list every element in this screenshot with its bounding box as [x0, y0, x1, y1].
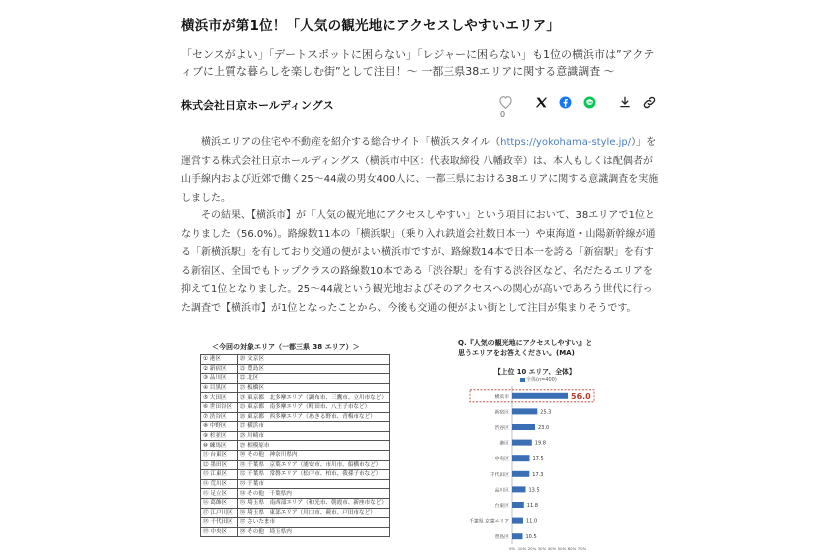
x-icon[interactable]	[532, 93, 550, 111]
paragraph-2-text: その結果、【横浜市】が「人気の観光地にアクセスしやすい」という項目において、38エリアで1位となりました（56.0%）。路線数11本の「横浜駅」（乗り入れ鉄道会社数日本一）や東海道・山陽新幹線が通る「新横浜駅」を有しており交通の便がよい横浜市ですが、路線数14本で日本一を誇る「新宿駅」を有する新宿区、全国でもトップクラスの路線数10本である「渋谷駅」を有する渋谷区など、名だたるエリアを抑えて1位となりました。25～44歳という観光地およびそのアクセスへの関心が高いであろう世代に行った調査で【横浜市】が1位となったことから、今後も交通の便がよい街として注目が集まりそうです。	[181, 210, 656, 314]
area-cell-left: ⑯ 葛飾区	[201, 498, 238, 508]
area-table-row	[201, 518, 390, 528]
chart-x-tick-label: 60%	[567, 546, 577, 551]
area-cell-left: ① 港区	[201, 355, 238, 365]
area-table	[200, 354, 390, 537]
chart-value-label: 25.3	[540, 409, 552, 416]
chart-legend-label: 全体(n=400)	[526, 377, 557, 383]
area-cell-right: ㉙ 相模原市	[237, 441, 389, 451]
area-table-title: ＜今回の対象エリア（一都三県 38 エリア）＞	[212, 343, 360, 351]
area-cell-right: ㉗ 横浜市	[237, 422, 389, 432]
area-cell-left: ⑧ 中野区	[201, 422, 238, 432]
area-cell-left: ⑱ 千代田区	[201, 518, 238, 528]
area-cell-right: ㉜ 千葉県 常磐エリア（松戸市、柏市、我孫子市など）	[237, 470, 389, 480]
line-icon[interactable]	[580, 93, 598, 111]
area-cell-right: ㉚ その他 神奈川県内	[237, 450, 389, 460]
chart-category-label: 豊島区	[494, 535, 509, 541]
chart-bar	[512, 471, 529, 477]
area-table-row	[201, 412, 390, 422]
chart-category-label: 品川区	[494, 488, 509, 494]
area-table-figure	[200, 340, 390, 560]
area-table-row	[201, 355, 390, 365]
area-cell-left: ⑮ 足立区	[201, 489, 238, 499]
area-cell-left: ④ 目黒区	[201, 383, 238, 393]
like-count: 0	[500, 110, 506, 119]
area-table-row	[201, 431, 390, 441]
area-cell-left: ③ 品川区	[201, 374, 238, 384]
area-table-row	[201, 374, 390, 384]
company-name[interactable]: 株式会社日京ホールディングス	[181, 99, 334, 112]
area-cell-right: ㉒ 北区	[237, 374, 389, 384]
chart-category-label: 新宿区	[494, 410, 509, 416]
chart-value-label: 13.5	[528, 487, 540, 494]
area-table-row	[201, 441, 390, 451]
chart-value-label: 19.8	[534, 440, 546, 447]
chart-svg	[456, 380, 590, 560]
chart-value-label: 56.0	[571, 391, 591, 401]
article-paragraph-1	[181, 134, 661, 208]
chart-bar	[512, 393, 568, 399]
chart-x-tick-label: 70%	[577, 546, 587, 551]
area-table-row	[201, 383, 390, 393]
area-cell-right: ㊱ 埼玉県 東部エリア（川口市、蕨市、戸田市など）	[237, 508, 389, 518]
area-cell-right: ㉞ その他 千葉県内	[237, 489, 389, 499]
chart-value-label: 23.0	[538, 425, 550, 431]
paragraph-1-pre: 横浜エリアの住宅や不動産を紹介する総合サイト「横浜スタイル（	[201, 137, 501, 148]
article-title: 横浜市が第1位！「人気の観光地にアクセスしやすいエリア」	[181, 18, 561, 34]
area-cell-left: ⑩ 練馬区	[201, 441, 238, 451]
area-table-row	[201, 508, 390, 518]
area-cell-right: ㉔ 東京都 北多摩エリア（調布市、三鷹市、立川市など）	[237, 393, 389, 403]
chart-category-label: 港区	[499, 441, 509, 447]
area-table-row	[201, 393, 390, 403]
chart-bar	[512, 424, 535, 430]
chart-value-label: 10.5	[525, 534, 537, 541]
area-cell-right: ㉓ 板橋区	[237, 383, 389, 393]
site-link[interactable]: https://yokohama-style.jp/	[500, 137, 632, 148]
area-cell-right: ㉟ 埼玉県 南西部エリア（和光市、朝霞市、新座市など）	[237, 498, 389, 508]
svg-text:LINE: LINE	[585, 99, 593, 104]
area-table-row	[201, 422, 390, 432]
chart-x-tick-label: 10%	[517, 546, 527, 551]
chart-category-label: 横浜市	[494, 394, 509, 400]
chart-value-label: 17.3	[532, 471, 544, 478]
chart-bar	[512, 533, 523, 539]
chart-category-label: 台東区	[494, 504, 509, 509]
paragraph-1-post: ）」を運営する株式会社日京ホールディングス（横浜市中区：代表取締役 八幡政幸）は、本人もしくは配偶者が山手線内および近郊で働く25～44歳の男女400人に、一都三県における38エリアに関する意識調査を実施しました。	[181, 137, 659, 204]
chart-value-label: 11.0	[526, 518, 538, 525]
area-cell-left: ⑨ 杉並区	[201, 431, 238, 441]
chart-category-label: 渋谷区	[494, 426, 509, 431]
area-cell-left: ⑫ 墨田区	[201, 460, 238, 470]
chart-category-label: 千葉県 京葉エリア	[469, 519, 509, 525]
area-table-row	[201, 402, 390, 412]
chart-x-tick-label: 20%	[527, 546, 537, 551]
chart-bar	[512, 518, 523, 524]
chart-bar	[512, 455, 530, 461]
area-cell-left: ② 新宿区	[201, 364, 238, 374]
area-cell-left: ⑲ 中央区	[201, 527, 238, 537]
chart-x-tick-label: 40%	[547, 546, 557, 551]
area-table-row	[201, 527, 390, 537]
area-cell-right: ㊳ その他 埼玉県内	[237, 527, 389, 537]
area-cell-right: ㉖ 東京都 西多摩エリア（あきる野市、青梅市など）	[237, 412, 389, 422]
facebook-icon[interactable]	[556, 93, 574, 111]
area-table-row	[201, 460, 390, 470]
area-cell-right: ㉝ 千葉市	[237, 479, 389, 489]
chart-x-tick-label: 0%	[508, 546, 516, 551]
article-subtitle: 「センスがよい」「デートスポットに困らない」「レジャーに困らない」も1位の横浜市は”アクティブに上質な暮らしを楽しむ街”として注目！～ 一都三県38エリアに関する意識調査 ～	[181, 48, 655, 78]
link-icon[interactable]	[640, 93, 658, 111]
chart-subtitle: 【上位 10 エリア、全体】	[494, 368, 576, 376]
area-cell-left: ⑦ 渋谷区	[201, 412, 238, 422]
area-cell-left: ⑥ 世田谷区	[201, 402, 238, 412]
chart-category-label: 千代田区	[489, 472, 509, 478]
area-cell-left: ⑬ 江東区	[201, 470, 238, 480]
area-table-row	[201, 489, 390, 499]
share-actions	[494, 93, 664, 121]
area-cell-right: ⑳ 文京区	[237, 355, 389, 365]
area-cell-left: ⑤ 大田区	[201, 393, 238, 403]
area-cell-right: ㉛ 千葉県 京葉エリア（浦安市、市川市、船橋市など）	[237, 460, 389, 470]
chart-bar	[512, 408, 537, 414]
chart-x-tick-label: 30%	[537, 546, 547, 551]
chart-bar	[512, 502, 524, 508]
chart-category-label: 中央区	[494, 457, 509, 463]
download-icon[interactable]	[616, 93, 634, 111]
area-table-row	[201, 479, 390, 489]
heart-icon[interactable]	[496, 93, 514, 111]
chart-x-tick-label: 50%	[557, 546, 567, 551]
area-cell-left: ⑭ 荒川区	[201, 479, 238, 489]
chart-value-label: 17.5	[532, 456, 544, 463]
area-cell-right: ㉕ 東京都 南多摩エリア（町田市、八王子市など）	[237, 402, 389, 412]
article-paragraph-2	[181, 207, 661, 318]
chart-value-label: 11.8	[526, 503, 538, 509]
area-cell-right: ㊲ さいたま市	[237, 518, 389, 528]
area-table-row	[201, 498, 390, 508]
area-cell-right: ㉘ 川崎市	[237, 431, 389, 441]
area-table-row	[201, 364, 390, 374]
chart-bar	[512, 440, 532, 446]
chart-title: Q.『人気の観光地にアクセスしやすい』と思うエリアをお答えください。(MA)	[458, 339, 593, 357]
ranking-chart	[456, 338, 593, 560]
area-cell-right: ㉑ 豊島区	[237, 364, 389, 374]
chart-bar	[512, 486, 526, 492]
area-table-row	[201, 450, 390, 460]
area-cell-left: ⑰ 江戸川区	[201, 508, 238, 518]
area-table-row	[201, 470, 390, 480]
area-cell-left: ⑪ 台東区	[201, 450, 238, 460]
